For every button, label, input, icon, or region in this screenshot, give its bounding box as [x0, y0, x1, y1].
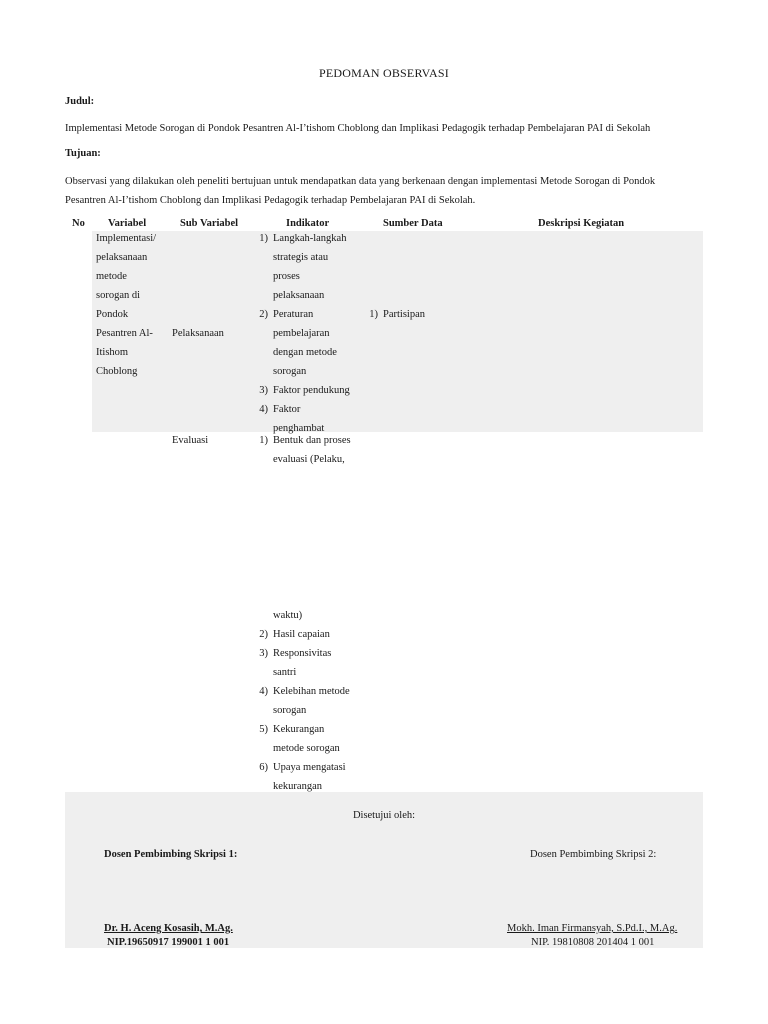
item-number: 5) [259, 724, 268, 735]
list-item-continued [254, 606, 364, 625]
list-item [254, 381, 364, 400]
item-number: 4) [259, 404, 268, 415]
header-sub-variabel: Sub Variabel [180, 218, 239, 229]
item-text: santri [273, 667, 297, 678]
sumber-data-item [364, 305, 425, 324]
indikator-list-1 [254, 229, 364, 438]
page-title: PEDOMAN OBSERVASI [319, 66, 449, 80]
variabel-line: sorogan di [96, 290, 141, 301]
item-text: kekurangan [273, 781, 322, 792]
judul-label: Judul: [65, 96, 95, 107]
variabel-cell [96, 229, 166, 381]
list-item [254, 431, 364, 469]
indikator-list-2-first [254, 431, 364, 469]
item-number: 3) [259, 385, 268, 396]
item-text: Upaya mengatasi [273, 762, 346, 773]
sub-variabel-evaluasi: Evaluasi [172, 435, 209, 446]
right-approver-name: Mokh. Iman Firmansyah, S.Pd.I., M.Ag. [507, 923, 678, 934]
item-text: pelaksanaan [273, 290, 325, 301]
item-number: 4) [259, 686, 268, 697]
left-approver-nip: NIP.19650917 199001 1 001 [107, 937, 230, 948]
item-text: proses [273, 271, 300, 282]
item-text: Partisipan [383, 309, 425, 320]
indikator-list-2 [254, 606, 364, 796]
right-approver-role: Dosen Pembimbing Skripsi 2: [530, 849, 657, 860]
variabel-line: Choblong [96, 366, 138, 377]
item-text: evaluasi (Pelaku, [273, 454, 345, 465]
tujuan-line-1: Observasi yang dilakukan oleh peneliti bertujuan untuk mendapatkan data yang berkenaan dengan implementasi Metode Sorogan di Pondok [65, 176, 656, 187]
variabel-line: pelaksanaan [96, 252, 148, 263]
judul-text: Implementasi Metode Sorogan di Pondok Pesantren Al-I’tishom Choblong dan Implikasi Pedagogik terhadap Pembelajaran PAI di Sekolah [65, 123, 651, 134]
list-item [254, 758, 364, 796]
tujuan-line-2: Pesantren Al-I’tishom Choblong dan Implikasi Pedagogik terhadap Pembelajaran PAI di Sekolah. [65, 195, 476, 206]
header-sumber-data: Sumber Data [383, 218, 443, 229]
variabel-line: Pondok [96, 309, 129, 320]
item-number: 1) [369, 309, 378, 320]
item-number: 1) [259, 233, 268, 244]
item-number: 2) [259, 309, 268, 320]
item-text: penghambat [273, 423, 325, 434]
item-text: metode sorogan [273, 743, 340, 754]
list-item [254, 625, 364, 644]
header-no: No [72, 218, 85, 229]
list-item [254, 682, 364, 720]
right-approver-nip: NIP. 19810808 201404 1 001 [531, 937, 655, 948]
header-indikator: Indikator [286, 218, 330, 229]
item-text: Kekurangan [273, 724, 325, 735]
variabel-line: Itishom [96, 347, 129, 358]
item-text: Peraturan [273, 309, 314, 320]
sub-variabel-pelaksanaan: Pelaksanaan [172, 328, 224, 339]
left-approver-name: Dr. H. Aceng Kosasih, M.Ag. [104, 923, 233, 934]
item-text: dengan metode [273, 347, 337, 358]
variabel-line: Pesantren Al- [96, 328, 153, 339]
item-number: 6) [259, 762, 268, 773]
list-item [254, 229, 364, 305]
item-text: Faktor [273, 404, 301, 415]
item-text: Bentuk dan proses [273, 435, 351, 446]
item-text: sorogan [273, 366, 307, 377]
item-text: waktu) [273, 610, 303, 621]
item-text: Responsivitas [273, 648, 332, 659]
list-item [254, 720, 364, 758]
approval-heading: Disetujui oleh: [352, 810, 416, 821]
list-item [254, 305, 364, 381]
list-item [254, 644, 364, 682]
item-text: strategis atau [273, 252, 329, 263]
tujuan-label: Tujuan: [65, 148, 101, 159]
header-deskripsi-kegiatan: Deskripsi Kegiatan [538, 218, 625, 229]
left-approver-role: Dosen Pembimbing Skripsi 1: [104, 849, 238, 860]
item-text: Hasil capaian [273, 629, 330, 640]
variabel-line: metode [96, 271, 127, 282]
item-text: Faktor pendukung [273, 385, 350, 396]
header-variabel: Variabel [108, 218, 147, 229]
item-text: Langkah-langkah [273, 233, 347, 244]
item-number: 1) [259, 435, 268, 446]
item-text: sorogan [273, 705, 307, 716]
variabel-line: Implementasi/ [96, 233, 157, 244]
item-text: Kelebihan metode [273, 686, 350, 697]
item-number: 3) [259, 648, 268, 659]
item-text: pembelajaran [273, 328, 330, 339]
item-number: 2) [259, 629, 268, 640]
